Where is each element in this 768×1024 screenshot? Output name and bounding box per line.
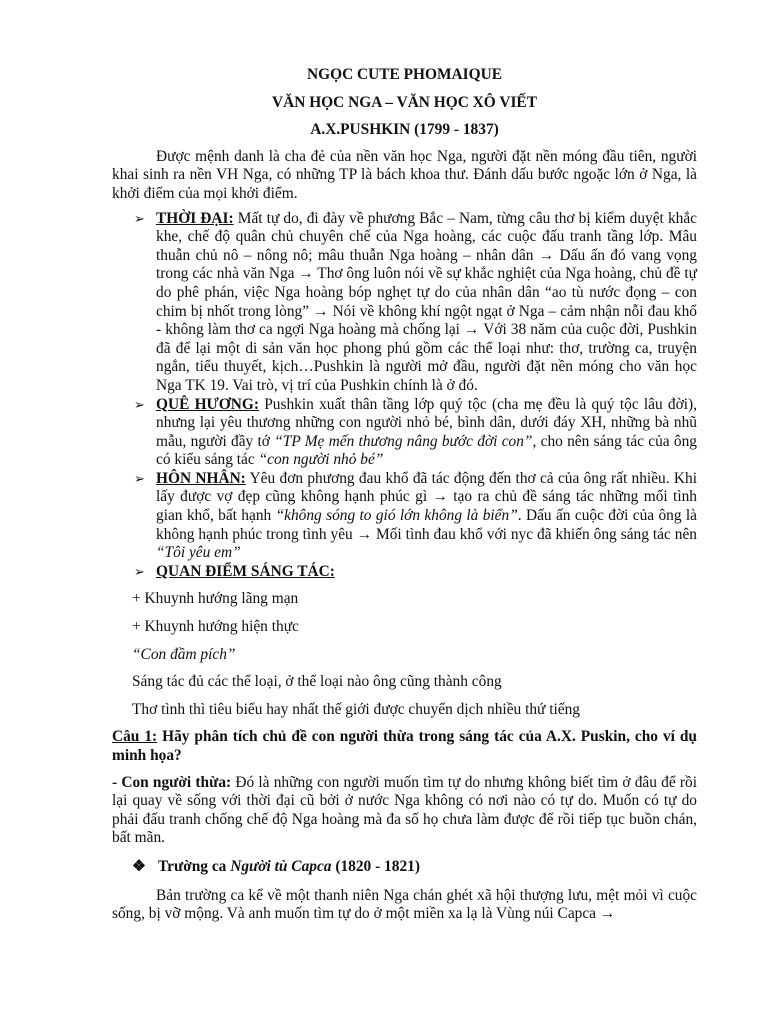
section-text: Yêu đơn phương đau khổ đã tác động đến thơ cả của ông rất nhiều. Khi lấy được vợ đẹp cũng không hạnh phúc gì [156, 469, 697, 506]
quoted-title: “không sóng to gió lớn không là biển” [275, 507, 518, 525]
section-thoi-dai [112, 210, 697, 396]
arrow-icon: → [538, 246, 555, 264]
pushkin-heading: A.X.PUSHKIN (1799 - 1837) [310, 121, 499, 139]
intro-paragraph: Được mệnh danh là cha đẻ của nền văn học Nga, người đặt nền móng đầu tiên, người khai sinh ra nền VH Nga, có những TP là bách khoa thư. Đánh dấu bước ngoặc lớn ở Nga, là khởi điểm của mọi khởi điểm. [112, 147, 697, 202]
genre-note: Sáng tác đủ các thể loại, ở thể loại nào ông cũng thành công [132, 673, 502, 691]
author-heading: NGỌC CUTE PHOMAIQUE [307, 66, 502, 83]
section-list [112, 210, 697, 582]
arrow-icon: → [599, 905, 616, 923]
subject-heading: VĂN HỌC NGA – VĂN HỌC XÔ VIẾT [272, 93, 537, 111]
superfluous-man-label: - Con người thừa: [112, 773, 232, 791]
poem-summary [112, 887, 697, 924]
section-text: Với 38 năm của cuộc đời, Pushkin đã để lại một di sản văn học phong phú gồm các thể loại như: thơ, trường ca, truyện ngắn, tiểu thuyết, kịch…Pushkin là người mở đầu, người đặt nền móng cho văn học Nga TK 19. Vai trò, vị trí của Pushkin chính là ở đó. [156, 321, 697, 394]
section-heading: QUAN ĐIỂM SÁNG TÁC: [156, 562, 335, 580]
arrow-icon: → [432, 488, 448, 506]
section-text: Thơ ông luôn nói về sự khắc nghiệt của Nga hoàng, chủ đề tự do phê phán, việc Nga hoàng bóp nghẹt tự do của nhân dân “ao tù nước đọng – con chim bị nhốt trong lòng” [156, 265, 697, 320]
arrow-icon: → [313, 302, 329, 320]
arrow-bullet-icon: ➢ [134, 470, 145, 486]
poem-summary-text: Bản trường ca kể về một thanh niên Nga chán ghét xã hội thượng lưu, mệt mỏi vì cuộc sống, bị vỡ mộng. Và anh muốn tìm tự do ở một miền xa lạ là Vùng núi Capca [112, 886, 697, 923]
section-text: Mất tự do, đi đày về phương Bắc – Nam, từng câu thơ bị kiểm duyệt khắc khe, chế độ quân chủ chuyên chế của Nga hoàng, các cuộc đấu tranh tầng lớp. Mâu thuẫn chủ nô – nông nô; mâu thuẫn Nga hoàng – nhân dân [156, 209, 697, 264]
question-1 [112, 728, 697, 765]
diamond-bullet-icon: ❖ [132, 857, 146, 875]
section-heading: QUÊ HƯƠNG: [156, 395, 259, 413]
arrow-icon: → [298, 265, 314, 283]
quoted-title: “TP Mẹ mến thương nâng bước đời con” [274, 432, 533, 450]
poetry-note: Thơ tình thì tiêu biểu hay nhất thế giới được chuyển dịch nhiều thứ tiếng [132, 700, 581, 718]
arrow-bullet-icon: ➢ [134, 210, 145, 226]
arrow-icon: → [356, 525, 373, 543]
section-text: , cho nên sáng tác của ông có kiểu sáng tác [156, 432, 697, 469]
section-heading: THỜI ĐẠI: [156, 209, 234, 227]
question-text: Hãy phân tích chủ đề con người thừa trong sáng tác của A.X. Puskin, cho ví dụ minh họa? [112, 728, 697, 764]
section-text: Dấu ấn đó vang vọng trong các nhà văn Nga [156, 246, 698, 283]
quoted-title: “con người nhỏ bé” [258, 451, 384, 469]
arrow-bullet-icon: ➢ [134, 396, 145, 412]
trend-realist: + Khuynh hướng hiện thực [132, 618, 299, 636]
document-page [112, 66, 697, 924]
section-heading: HÔN NHÂN: [156, 469, 246, 487]
section-text: Nói về không khí ngột ngạt ở Nga – cảm nhận nỗi đau khổ - không làm thơ ca ngợi Nga hoàng mà chống lại [156, 302, 697, 339]
quoted-title: “Tôi yêu em” [156, 544, 241, 562]
section-hon-nhan [112, 470, 697, 563]
work-title-text: “Con đầm pích” [132, 645, 236, 663]
superfluous-man-paragraph [112, 774, 697, 848]
arrow-bullet-icon: ➢ [134, 563, 145, 579]
work-title [132, 646, 697, 665]
poem-prefix: Trường ca [158, 857, 231, 875]
section-que-huong [112, 396, 697, 470]
section-text: . Dấu ấn cuộc đời của ông là không hạnh phúc trong tình yêu [156, 507, 697, 543]
poem-title: Người tù Capca [230, 857, 332, 875]
superfluous-man-text: Đó là những con người muốn tìm tự do nhưng không biết tìm ở đâu để rồi lại quay về sống với thời đại cũ bởi ở nước Nga không có nơi nào có tự do. Muốn có tự do phải đấu tranh chống chế độ Nga hoàng mà đa số họ chưa làm được để rồi tiếp tục buồn chán, bất mãn. [112, 773, 697, 847]
poem-heading [132, 858, 697, 877]
poem-years: (1820 - 1821) [331, 857, 420, 875]
section-quan-diem [112, 563, 697, 582]
section-text: Mối tình đau khổ với nyc đã khiến ông sáng tác nên [372, 525, 697, 543]
section-text: Pushkin xuất thân tầng lớp quý tộc (cha mẹ đều là quý tộc lâu đời), nhưng lại yêu thương những con người nhỏ bé, bình dân, dưới đáy XH, những bà nhũ mẫu, người đầy tớ [156, 395, 698, 450]
arrow-icon: → [464, 321, 480, 339]
section-text: tạo ra chủ đề sáng tác những mối tình gian khổ, bất hạnh [156, 488, 697, 525]
trend-romantic: + Khuynh hướng lãng mạn [132, 590, 299, 608]
question-label: Câu 1: [112, 728, 158, 746]
